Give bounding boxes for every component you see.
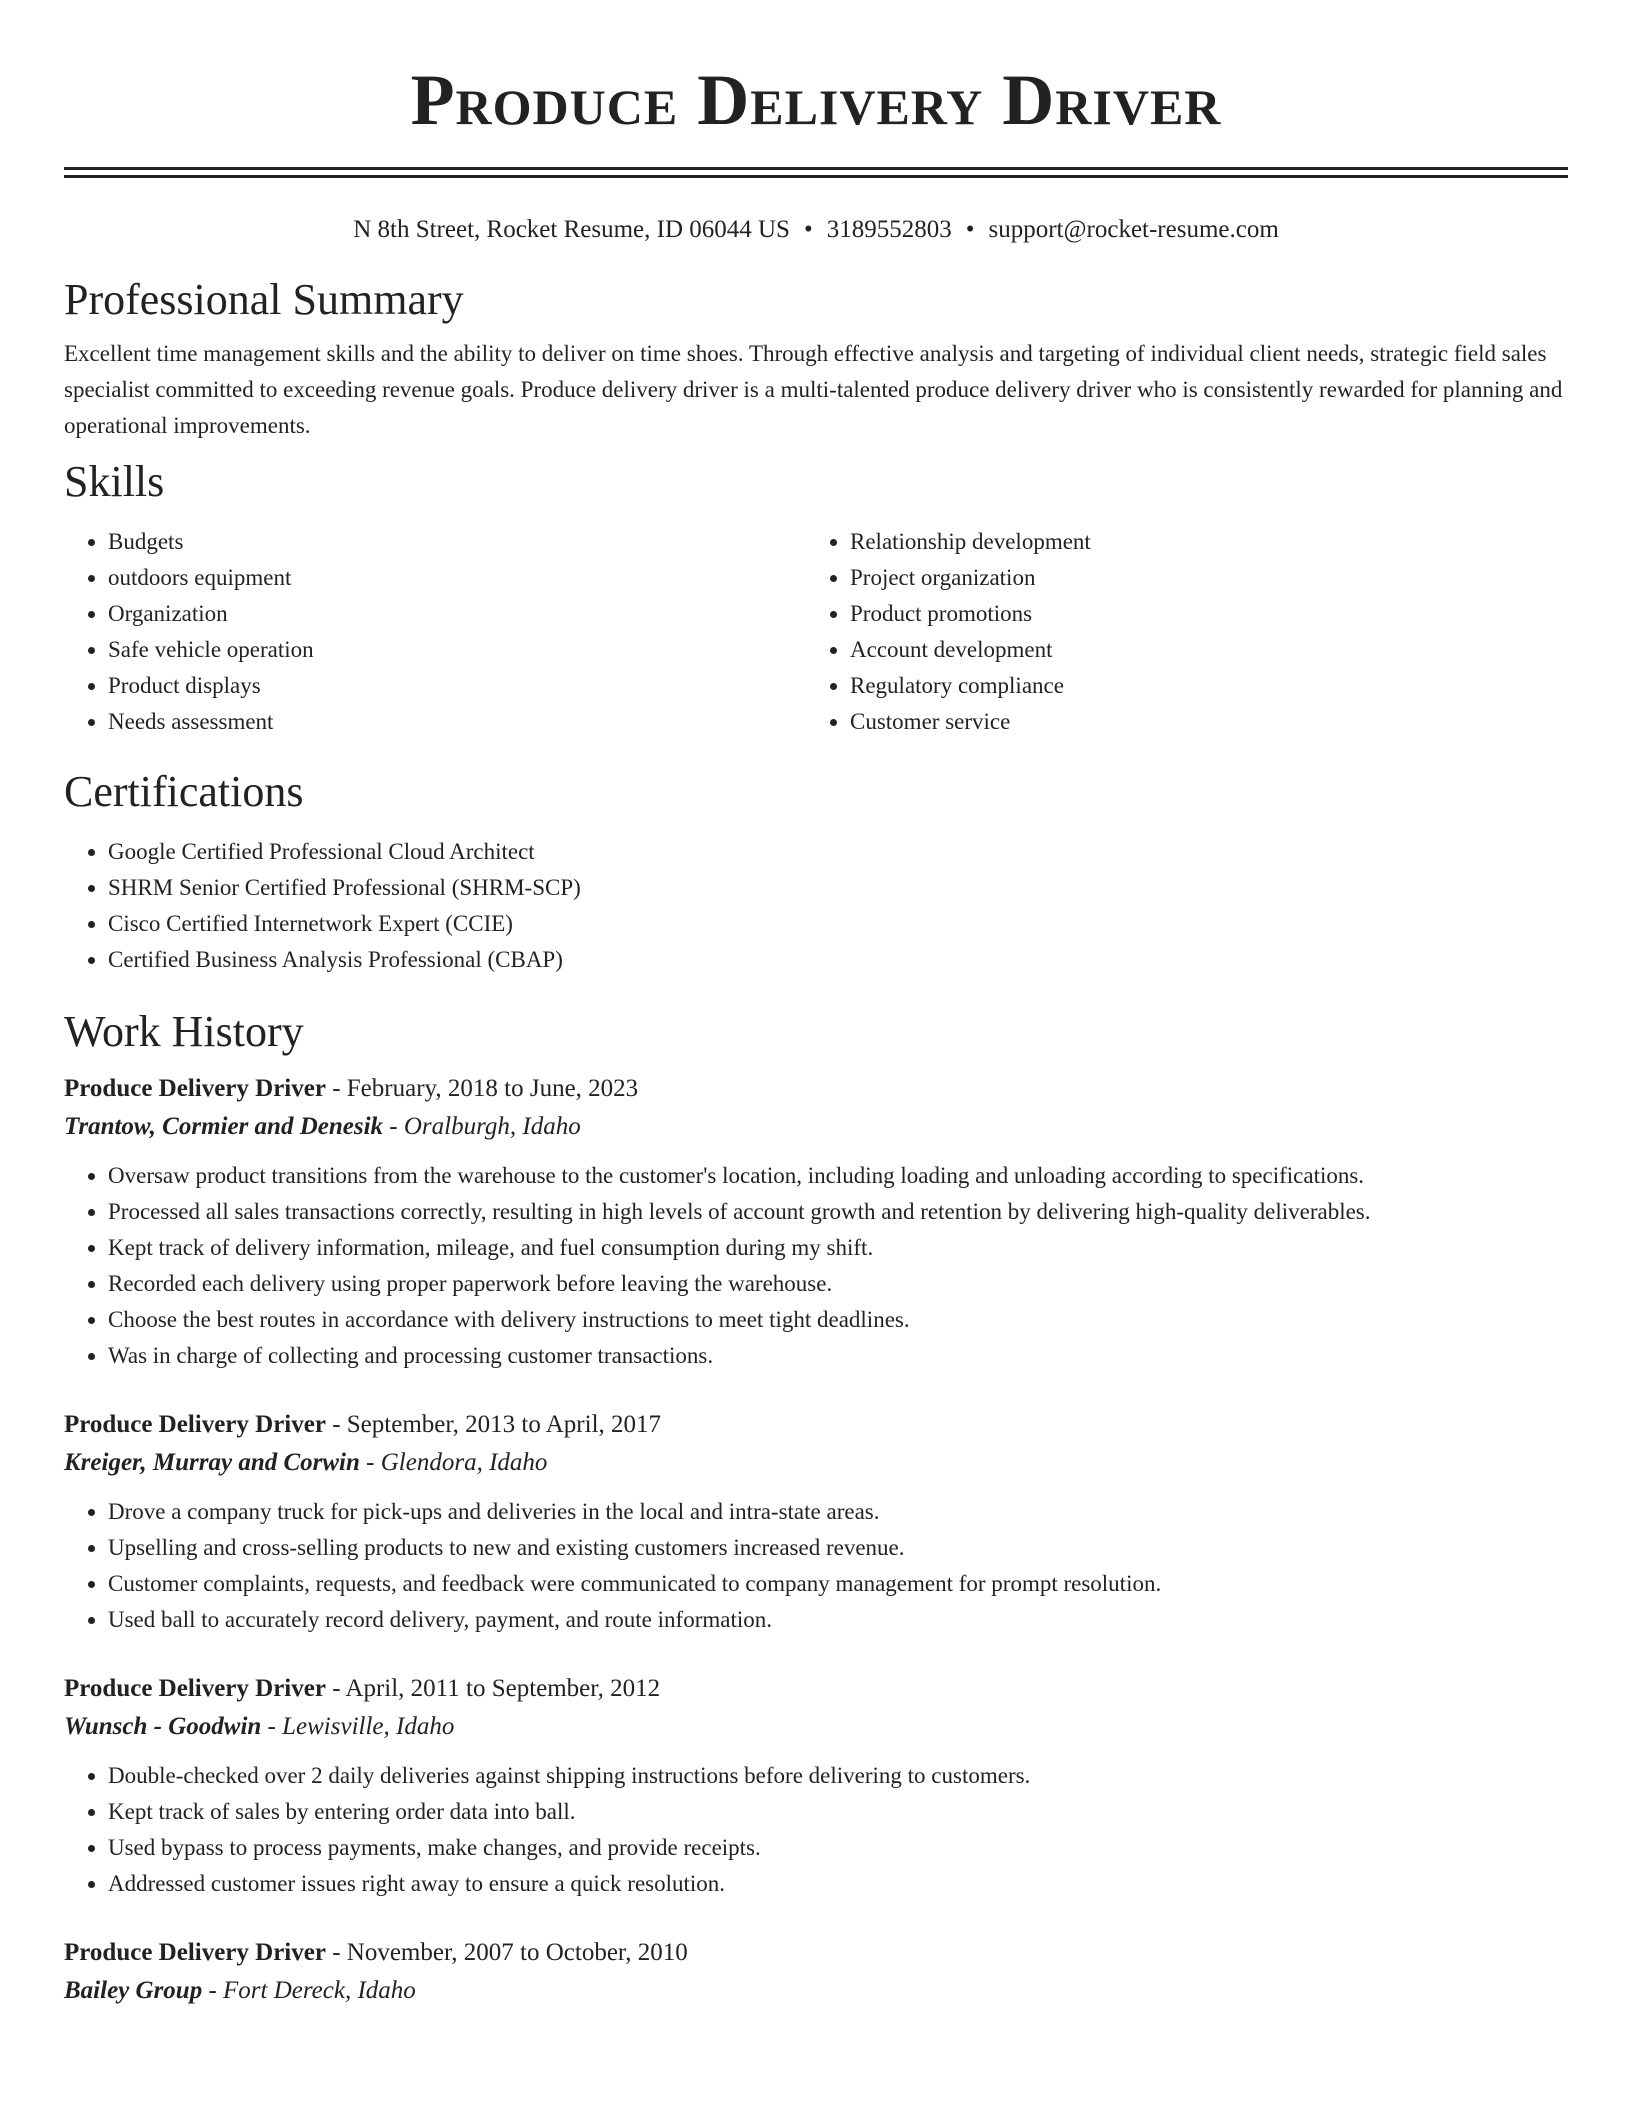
job-dates: - April, 2011 to September, 2012: [325, 1675, 661, 1702]
skill-item: • outdoors equipment: [108, 560, 806, 596]
certification-item: • Google Certified Professional Cloud Architect: [108, 834, 1568, 870]
skills-section: [64, 456, 1568, 740]
summary-heading: Professional Summary: [64, 275, 464, 324]
skills-grid: [64, 524, 1568, 740]
job-dates: - February, 2018 to June, 2023: [325, 1075, 639, 1102]
skill-item: • Safe vehicle operation: [108, 632, 806, 668]
work-history-section: [64, 1006, 1568, 2010]
contact-phone: 3189552803: [826, 216, 952, 243]
certification-item: • Certified Business Analysis Professional (CBAP): [108, 942, 1568, 978]
job-company-line: [64, 1972, 1568, 2010]
job-title: Produce Delivery Driver: [64, 1675, 326, 1702]
contact-email: support@rocket-resume.com: [988, 216, 1279, 243]
job-entry: [64, 1934, 1568, 2010]
job-bullet: • Drove a company truck for pick-ups and deliveries in the local and intra-state areas.: [108, 1494, 1568, 1530]
job-title: Produce Delivery Driver: [64, 1939, 326, 1966]
job-bullet: • Upselling and cross-selling products to new and existing customers increased revenue.: [108, 1530, 1568, 1566]
summary-text: Excellent time management skills and the ability to deliver on time shoes. Through effective analysis and targeting of individual client needs, strategic field sales specialist committed to exceeding revenue goals. Produce delivery driver is a multi-talented produce delivery driver who is consistently rewarded for planning and operational improvements.: [64, 341, 1563, 438]
skill-item: • Regulatory compliance: [850, 668, 1548, 704]
contact-line: [64, 214, 1568, 246]
job-bullet: • Kept track of delivery information, mileage, and fuel consumption during my shift.: [108, 1230, 1568, 1266]
job-bullet: • Customer complaints, requests, and feedback were communicated to company management for prompt resolution.: [108, 1566, 1568, 1602]
job-bullet: • Was in charge of collecting and processing customer transactions.: [108, 1338, 1568, 1374]
job-title: Produce Delivery Driver: [64, 1075, 326, 1102]
job-bullet: • Choose the best routes in accordance with delivery instructions to meet tight deadlines.: [108, 1302, 1568, 1338]
job-location: - Fort Dereck, Idaho: [202, 1977, 416, 2004]
skill-item: • Relationship development: [850, 524, 1548, 560]
job-title: Produce Delivery Driver: [64, 1411, 326, 1438]
job-bullet: • Kept track of sales by entering order data into ball.: [108, 1794, 1568, 1830]
job-bullet: • Addressed customer issues right away to ensure a quick resolution.: [108, 1866, 1568, 1902]
job-bullet: • Processed all sales transactions correctly, resulting in high levels of account growth and retention by delivering high-quality deliverables.: [108, 1194, 1568, 1230]
contact-separator: •: [803, 216, 813, 243]
job-company-line: [64, 1444, 1568, 1482]
job-company: Kreiger, Murray and Corwin: [64, 1449, 360, 1476]
resume-page: [64, 0, 1568, 2010]
job-location: - Glendora, Idaho: [359, 1449, 548, 1476]
job-location: - Oralburgh, Idaho: [383, 1113, 581, 1140]
skills-column-right: [806, 524, 1548, 740]
job-entry: [64, 1670, 1568, 1902]
contact-separator: •: [965, 216, 975, 243]
job-bullet: • Double-checked over 2 daily deliveries against shipping instructions before delivering to customers.: [108, 1758, 1568, 1794]
job-bullet: • Oversaw product transitions from the warehouse to the customer's location, including loading and unloading according to specifications.: [108, 1158, 1568, 1194]
skill-item: • Account development: [850, 632, 1548, 668]
job-bullet: • Recorded each delivery using proper paperwork before leaving the warehouse.: [108, 1266, 1568, 1302]
job-company: Wunsch - Goodwin: [64, 1713, 262, 1740]
job-location: - Lewisville, Idaho: [261, 1713, 455, 1740]
certifications-section: [64, 766, 1568, 978]
certifications-heading: Certifications: [64, 767, 304, 816]
resume-title: Produce Delivery Driver: [410, 60, 1222, 140]
skill-item: • Budgets: [108, 524, 806, 560]
job-title-line: [64, 1406, 1568, 1444]
certification-item: • SHRM Senior Certified Professional (SHRM-SCP): [108, 870, 1568, 906]
skills-heading: Skills: [64, 457, 165, 506]
job-title-line: [64, 1670, 1568, 1708]
contact-address: N 8th Street, Rocket Resume, ID 06044 US: [353, 216, 790, 243]
skills-column-left: [64, 524, 806, 740]
skill-item: • Project organization: [850, 560, 1548, 596]
job-company: Bailey Group: [64, 1977, 203, 2004]
job-dates: - November, 2007 to October, 2010: [325, 1939, 688, 1966]
skill-item: • Customer service: [850, 704, 1548, 740]
certification-item: • Cisco Certified Internetwork Expert (CCIE): [108, 906, 1568, 942]
job-entry: [64, 1070, 1568, 1374]
skill-item: • Organization: [108, 596, 806, 632]
title-divider: [64, 167, 1568, 178]
job-dates: - September, 2013 to April, 2017: [325, 1411, 662, 1438]
job-company-line: [64, 1108, 1568, 1146]
job-company: Trantow, Cormier and Denesik: [64, 1113, 384, 1140]
job-title-line: [64, 1070, 1568, 1108]
job-bullet: • Used ball to accurately record delivery, payment, and route information.: [108, 1602, 1568, 1638]
skill-item: • Product displays: [108, 668, 806, 704]
job-entry: [64, 1406, 1568, 1638]
summary-section: [64, 274, 1568, 444]
skill-item: • Needs assessment: [108, 704, 806, 740]
job-bullet: • Used bypass to process payments, make changes, and provide receipts.: [108, 1830, 1568, 1866]
skill-item: • Product promotions: [850, 596, 1548, 632]
job-title-line: [64, 1934, 1568, 1972]
work-history-heading: Work History: [64, 1007, 304, 1056]
job-company-line: [64, 1708, 1568, 1746]
